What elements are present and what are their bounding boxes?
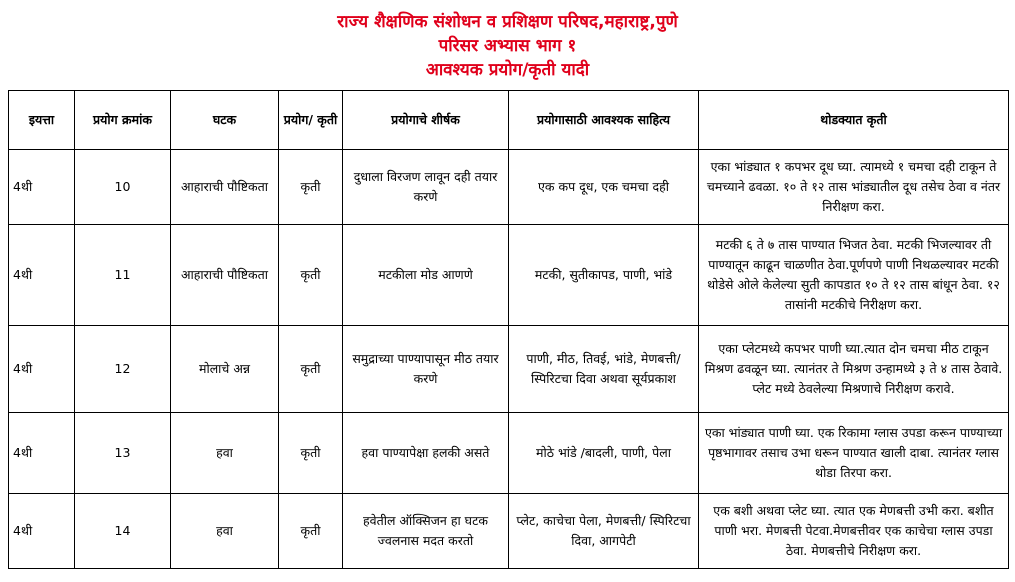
cell-procedure: मटकी ६ ते ७ तास पाण्यात भिजत ठेवा. मटकी भिजल्यावर ती पाण्यातून काढून चाळणीत ठेवा.पूर्णपणे पाणी निथळल्यावर मटकी थोडेसे ओले केलेल्या सुती कापडात १० ते १२ तास बांधून ठेवा. १२ तासांनी मटकीचे निरीक्षण करा. xyxy=(699,225,1009,326)
header-institution-title: राज्य शैक्षणिक संशोधन व प्रशिक्षण परिषद,महाराष्ट्र,पुणे xyxy=(337,12,678,32)
column-header-grade: इयत्ता xyxy=(9,91,75,150)
column-header-title: प्रयोगाचे शीर्षक xyxy=(343,91,509,150)
column-header-unit: घटक xyxy=(171,91,279,150)
cell-unit: मोलाचे अन्न xyxy=(171,326,279,413)
header-subject-title: परिसर अभ्यास भाग १ xyxy=(438,36,577,56)
cell-grade: 4थी xyxy=(9,326,75,413)
cell-number: 13 xyxy=(75,413,171,494)
table-row xyxy=(9,150,1009,225)
column-header-number: प्रयोग क्रमांक xyxy=(75,91,171,150)
cell-type: कृती xyxy=(279,225,343,326)
table-row xyxy=(9,413,1009,494)
cell-type: कृती xyxy=(279,326,343,413)
cell-number: 11 xyxy=(75,225,171,326)
cell-title: हवा पाण्यापेक्षा हलकी असते xyxy=(343,413,509,494)
cell-materials: पाणी, मीठ, तिवई, भांडे, मेणबत्ती/ स्पिरिटचा दिवा अथवा सूर्यप्रकाश xyxy=(509,326,699,413)
cell-type: कृती xyxy=(279,494,343,569)
cell-type: कृती xyxy=(279,150,343,225)
cell-materials: मटकी, सुतीकापड, पाणी, भांडे xyxy=(509,225,699,326)
cell-title: हवेतील ऑक्सिजन हा घटक ज्वलनास मदत करतो xyxy=(343,494,509,569)
cell-number: 10 xyxy=(75,150,171,225)
cell-materials: एक कप दूध, एक चमचा दही xyxy=(509,150,699,225)
column-header-materials: प्रयोगासाठी आवश्यक साहित्य xyxy=(509,91,699,150)
cell-title: मटकीला मोड आणणे xyxy=(343,225,509,326)
cell-number: 14 xyxy=(75,494,171,569)
cell-unit: हवा xyxy=(171,494,279,569)
activities-table xyxy=(8,90,1009,569)
cell-procedure: एका भांड्यात पाणी घ्या. एक रिकामा ग्लास उपडा करून पाण्याच्या पृष्ठभागावर तसाच उभा धरून पाण्यात खाली दाबा. त्यानंतर ग्लास थोडा तिरपा करा. xyxy=(699,413,1009,494)
cell-grade: 4थी xyxy=(9,225,75,326)
cell-materials: प्लेट, काचेचा पेला, मेणबत्ती/ स्पिरिटचा दिवा, आगपेटी xyxy=(509,494,699,569)
cell-procedure: एका प्लेटमध्ये कपभर पाणी घ्या.त्यात दोन चमचा मीठ टाकून मिश्रण ढवळून घ्या. त्यानंतर ते मिश्रण उन्हामध्ये ३ ते ४ तास ठेवावे. प्लेट मध्ये ठेवलेल्या मिश्रणाचे निरीक्षण करावे. xyxy=(699,326,1009,413)
cell-procedure: एका भांड्यात १ कपभर दूध घ्या. त्यामध्ये १ चमचा दही टाकून ते चमच्याने ढवळा. १० ते १२ तास भांड्यातील दूध तसेच ठेवा व नंतर निरीक्षण करा. xyxy=(699,150,1009,225)
cell-number: 12 xyxy=(75,326,171,413)
cell-grade: 4थी xyxy=(9,413,75,494)
table-row xyxy=(9,225,1009,326)
cell-type: कृती xyxy=(279,413,343,494)
document-header xyxy=(0,0,1015,82)
cell-title: समुद्राच्या पाण्यापासून मीठ तयार करणे xyxy=(343,326,509,413)
column-header-type: प्रयोग/ कृती xyxy=(279,91,343,150)
cell-grade: 4थी xyxy=(9,150,75,225)
cell-title: दुधाला विरजण लावून दही तयार करणे xyxy=(343,150,509,225)
table-header-row xyxy=(9,91,1009,150)
column-header-procedure: थोडक्यात कृती xyxy=(699,91,1009,150)
cell-unit: हवा xyxy=(171,413,279,494)
table-row xyxy=(9,494,1009,569)
table-row xyxy=(9,326,1009,413)
cell-materials: मोठे भांडे /बादली, पाणी, पेला xyxy=(509,413,699,494)
header-list-title: आवश्यक प्रयोग/कृती यादी xyxy=(425,60,590,80)
cell-grade: 4थी xyxy=(9,494,75,569)
cell-unit: आहाराची पौष्टिकता xyxy=(171,225,279,326)
cell-procedure: एक बशी अथवा प्लेट घ्या. त्यात एक मेणबत्ती उभी करा. बशीत पाणी भरा. मेणबत्ती पेटवा.मेणबत्तीवर एक काचेचा ग्लास उपडा ठेवा. मेणबत्तीचे निरीक्षण करा. xyxy=(699,494,1009,569)
cell-unit: आहाराची पौष्टिकता xyxy=(171,150,279,225)
